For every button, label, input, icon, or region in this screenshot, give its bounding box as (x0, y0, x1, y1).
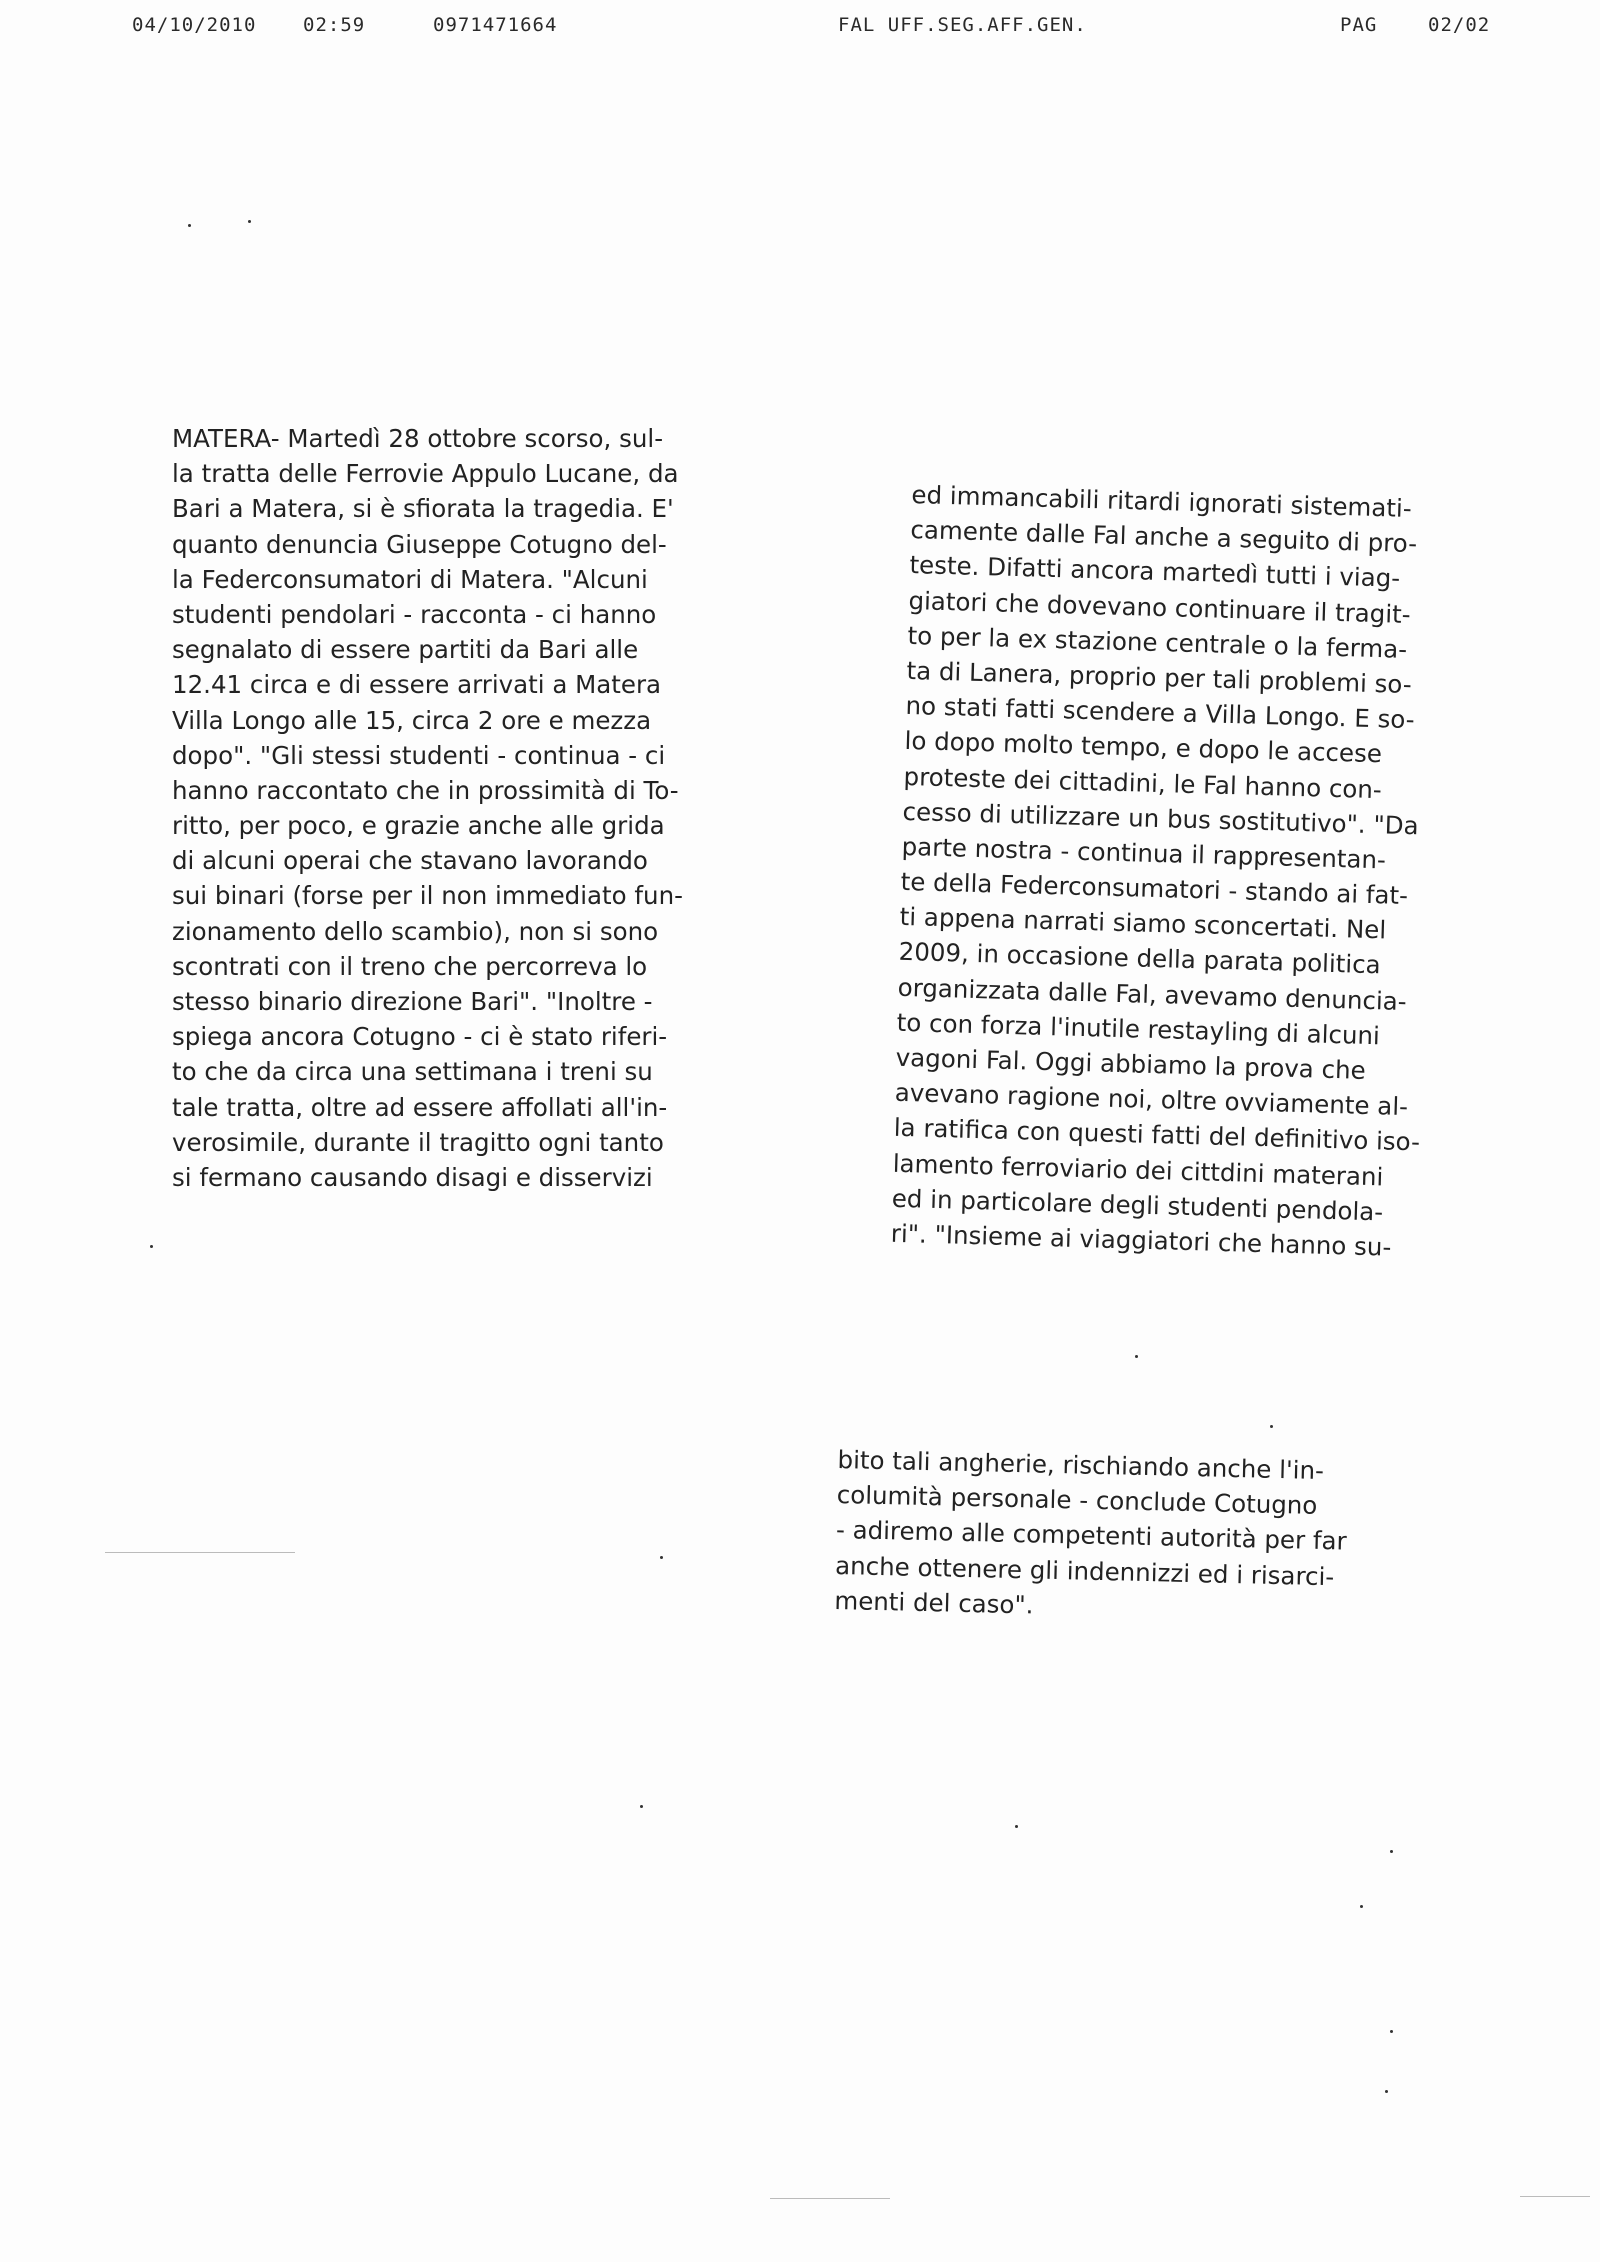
article-line: to che da circa una settimana i treni su (172, 1057, 653, 1087)
article-line: proteste dei cittadini, le Fal hanno con- (903, 761, 1383, 804)
article-column-right (890, 477, 1431, 1265)
article-line: 2009, in occasione della parata politica (898, 937, 1382, 980)
article-line: hanno raccontato che in prossimità di To- (172, 775, 679, 805)
article-line: ed immancabili ritardi ignorati sistemati- (911, 479, 1413, 523)
scan-speck (1135, 1355, 1138, 1358)
article-line: stesso binario direzione Bari". "Inoltre - (172, 987, 653, 1016)
article-line: quanto denuncia Giuseppe Cotugno del- (172, 529, 667, 559)
scan-speck (1015, 1825, 1018, 1828)
article-line: organizzata dalle Fal, avevamo denuncia- (897, 972, 1408, 1016)
article-line: columità personale - conclude Cotugno (836, 1480, 1318, 1521)
article-column-left (172, 421, 742, 1195)
article-line: anche ottenere gli indennizzi ed i risarci- (834, 1550, 1335, 1591)
article-line: avevano ragione noi, oltre ovviamente al- (894, 1077, 1409, 1122)
article-line: ta di Lanera, proprio per tali problemi so- (906, 655, 1413, 699)
article-line: parte nostra - continua il rappresentan- (901, 831, 1387, 875)
fax-page-label: PAG (1340, 14, 1378, 36)
article-line: segnalato di essere partiti da Bari alle (172, 635, 639, 665)
article-line: 12.41 circa e di essere arrivati a Matera (172, 670, 662, 700)
article-line: Villa Longo alle 15, circa 2 ore e mezza (172, 705, 652, 735)
article-line: cesso di utilizzare un bus sostitutivo". "Da (902, 796, 1419, 840)
scan-speck (1390, 2030, 1393, 2033)
article-line: zionamento dello scambio), non si sono (172, 916, 659, 946)
scan-rule (105, 1552, 295, 1553)
article-line: dopo". "Gli stessi studenti - continua - ci (172, 740, 666, 770)
scan-speck (248, 220, 251, 223)
article-line: - adiremo alle competenti autorità per far (835, 1515, 1347, 1556)
article-line: ri". "Insieme ai viaggiatori che hanno su- (890, 1218, 1392, 1262)
article-line: lo dopo molto tempo, e dopo le accese (904, 726, 1383, 769)
article-line: vagoni Fal. Oggi abbiamo la prova che (895, 1042, 1367, 1085)
scan-speck (660, 1556, 663, 1559)
article-line: la tratta delle Ferrovie Appulo Lucane, da (172, 459, 679, 489)
article-column-continuation (834, 1442, 1398, 1631)
article-line: Bari a Matera, si è sfiorata la tragedia. E' (172, 494, 674, 524)
article-line: lamento ferroviario dei cittdini materani (892, 1148, 1384, 1191)
article-line: bito tali angherie, rischiando anche l'in- (837, 1444, 1325, 1486)
article-line: giatori che dovevano continuare il tragit- (908, 585, 1411, 629)
article-line: sui binari (forse per il non immediato fun- (172, 881, 683, 911)
scan-speck (1360, 1905, 1363, 1908)
article-line: ti appena narrati siamo sconcertati. Nel (899, 902, 1387, 945)
article-line: to con forza l'inutile restayling di alcuni (896, 1007, 1381, 1051)
article-line: studenti pendolari - racconta - ci hanno (172, 599, 657, 629)
article-line: tale tratta, oltre ad essere affollati all'in- (172, 1092, 668, 1122)
scan-speck (150, 1245, 153, 1248)
scan-speck (188, 224, 191, 227)
scan-speck (640, 1805, 643, 1808)
article-line: to per la ex stazione centrale o la ferma- (907, 620, 1408, 664)
article-line: la ratifica con questi fatti del definitivo iso- (893, 1113, 1421, 1157)
article-line: MATERA- Martedì 28 ottobre scorso, sul- (172, 424, 664, 453)
article-line: la Federconsumatori di Matera. "Alcuni (172, 564, 648, 594)
article-line: verosimile, durante il tragitto ogni tanto (172, 1127, 664, 1157)
scan-rule (1520, 2196, 1590, 2197)
scan-speck (1270, 1425, 1273, 1428)
article-line: di alcuni operai che stavano lavorando (172, 846, 648, 876)
article-line: no stati fatti scendere a Villa Longo. E so- (905, 691, 1416, 735)
fax-date: 04/10/2010 (132, 14, 257, 36)
scan-speck (1385, 2090, 1388, 2093)
fax-page-number: 02/02 (1428, 14, 1491, 36)
scan-speck (1390, 1850, 1393, 1853)
article-line: menti del caso". (834, 1585, 1034, 1620)
fax-header (0, 14, 1600, 44)
article-line: ritto, per poco, e grazie anche alle grida (172, 811, 665, 841)
article-line: camente dalle Fal anche a seguito di pro- (910, 515, 1418, 559)
article-line: spiega ancora Cotugno - ci è stato riferi- (172, 1022, 668, 1052)
fax-time: 02:59 (303, 14, 366, 36)
article-line: scontrati con il treno che percorreva lo (172, 951, 648, 981)
fax-sender: FAL UFF.SEG.AFF.GEN. (838, 14, 1087, 36)
article-line: teste. Difatti ancora martedì tutti i viag- (909, 550, 1401, 594)
scan-rule (770, 2198, 890, 2199)
fax-number: 0971471664 (433, 14, 558, 36)
article-line: ed in particolare degli studenti pendola- (891, 1183, 1384, 1227)
article-line: te della Federconsumatori - stando ai fat- (900, 866, 1409, 911)
article-line: si fermano causando disagi e disservizi (172, 1162, 653, 1192)
